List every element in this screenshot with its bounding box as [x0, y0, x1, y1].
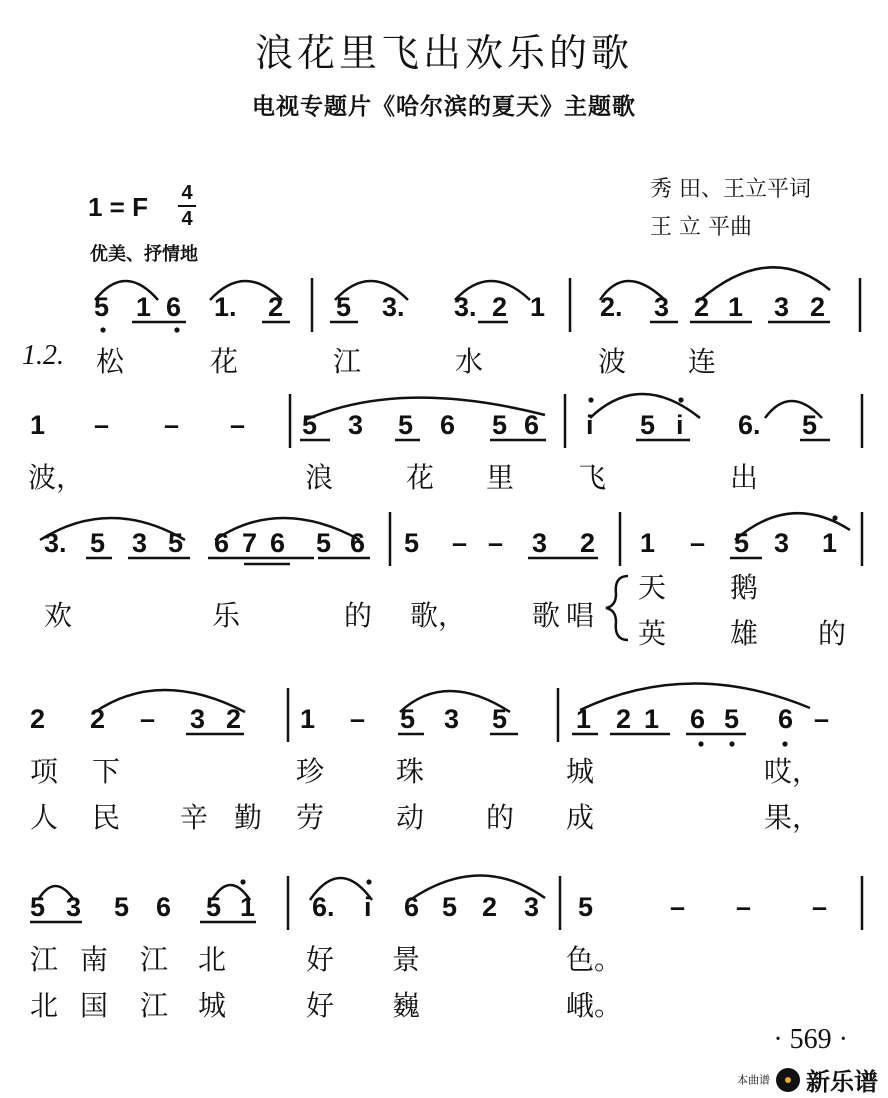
lyric: 南: [80, 943, 109, 976]
lyric-verse-2: 雄: [730, 617, 759, 650]
lyric: 花: [406, 461, 435, 494]
song-subtitle: 电视专题片《哈尔滨的夏天》主题歌: [252, 93, 636, 120]
page-number: · 569 ·: [773, 1024, 848, 1055]
lyric-verse-2: 的: [486, 801, 515, 834]
lyric: 波: [598, 345, 627, 378]
lyric-verse-1: 天: [638, 571, 667, 604]
lyric: 色。: [566, 943, 623, 976]
lyric-verse-2: 动: [396, 801, 425, 834]
lyric-verse-2: 江: [140, 989, 169, 1022]
lyric-verse-2: 峨。: [566, 989, 623, 1022]
lyric-verse-2: 巍: [392, 989, 421, 1022]
lyric-verse-2: 辛: [180, 801, 209, 834]
lyric: 哎，: [764, 755, 821, 788]
lyric-verse-2: 好: [306, 989, 335, 1022]
lyric: 飞: [578, 461, 607, 494]
lyric: 乐: [212, 599, 241, 632]
lyric: 珠: [396, 755, 425, 788]
lyric: 歌: [532, 599, 561, 632]
brand-logo: [737, 1062, 878, 1097]
brand-name: 新乐谱: [806, 1068, 878, 1096]
composer-credit: 王 立 平曲: [650, 215, 752, 240]
lyric: 欢: [44, 599, 73, 632]
lyric: 好: [306, 943, 335, 976]
lyric-verse-2: 劳: [296, 801, 325, 834]
lyric-verse-2: 果，: [764, 801, 821, 834]
lyric-verse-2: 成: [566, 801, 595, 834]
lyric: 江: [333, 345, 362, 378]
lyric-verse-2: 北: [30, 989, 59, 1022]
lyric: 江: [30, 943, 59, 976]
lyric-verse-2: 英: [638, 617, 667, 650]
lyric-verse-2: 国: [80, 989, 109, 1022]
lyric: 出: [730, 461, 759, 494]
lyric: 下: [92, 755, 121, 788]
lyric: 歌，: [410, 599, 467, 632]
lyric: 水: [455, 345, 484, 378]
tempo-marking: 优美、抒情地: [90, 244, 198, 265]
lyric: 城: [566, 755, 595, 788]
time-top: 4: [181, 182, 193, 204]
lyric-verse-1: 鹅: [730, 571, 759, 604]
brand-note: 本曲谱: [737, 1073, 770, 1087]
lyric: 唱: [566, 599, 595, 632]
lyric: 波，: [28, 461, 85, 494]
key-signature: 1 = F: [88, 192, 148, 222]
time-bottom: 4: [181, 208, 193, 230]
lyric: 项: [30, 755, 59, 788]
lyric: 景: [392, 943, 421, 976]
song-title: 浪花里飞出欢乐的歌: [254, 31, 633, 75]
verse-number: 1.2.: [22, 340, 64, 371]
lyric: 松: [96, 345, 125, 378]
lyric: 浪: [305, 461, 334, 494]
lyric: 里: [486, 461, 515, 494]
lyric: 江: [140, 943, 169, 976]
lyric: 北: [198, 943, 227, 976]
lyric: 连: [688, 345, 717, 378]
lyric-verse-2: 勤: [234, 801, 263, 834]
lyricist-credit: 秀 田、王立平词: [650, 177, 811, 202]
record-icon: [776, 1068, 800, 1092]
lyric: 的: [344, 599, 373, 632]
lyric-verse-2: 民: [92, 801, 121, 834]
lyric-verse-2: 的: [818, 617, 847, 650]
lyric-verse-2: 城: [198, 989, 227, 1022]
lyric: 珍: [296, 755, 325, 788]
lyric: 花: [210, 345, 239, 378]
lyric-verse-2: 人: [30, 801, 59, 834]
